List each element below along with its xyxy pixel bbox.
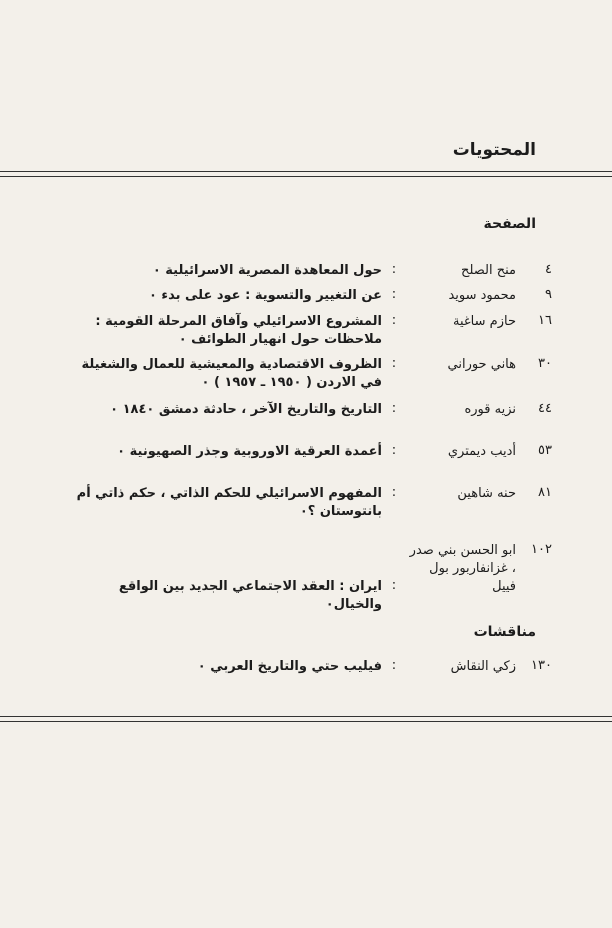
- entry-page-number: ٩: [545, 287, 552, 302]
- entry-author: أديب ديمتري: [447, 444, 516, 459]
- entry-author: زكي النقاش: [450, 659, 516, 674]
- entry-separator: :: [391, 485, 397, 500]
- entry-title: ايران : العقد الاجتماعي الجديد بين الواقع والخيال٠: [118, 579, 382, 612]
- entry-author: حازم ساغية: [452, 314, 516, 329]
- entry-author: منح الصلح: [461, 263, 516, 278]
- entry-separator: :: [391, 443, 397, 458]
- entry-author: نزيه قوره: [464, 402, 516, 417]
- entry-title: حول المعاهدة المصرية الاسرائيلية ٠: [152, 263, 382, 278]
- entry-page-number: ١٣٠: [531, 658, 552, 673]
- entry-page-number: ٥٣: [538, 443, 552, 458]
- entry-page-number: ٨١: [538, 485, 552, 500]
- entry-separator: :: [391, 262, 397, 277]
- entry-author: هاني حوراني: [447, 357, 516, 372]
- entry-title: عن التغيير والتسوية : عود على بدء ٠: [148, 288, 382, 303]
- entry-page-number: ١٦: [538, 313, 552, 328]
- bottom-divider-inner: [0, 721, 612, 722]
- entry-author: محمود سويد: [448, 288, 516, 303]
- entry-page-number: ٤: [545, 262, 552, 277]
- entry-separator: :: [391, 578, 397, 593]
- entry-author: حنه شاهين: [457, 486, 516, 501]
- entry-separator: :: [391, 313, 397, 328]
- entry-author: ابو الحسن بني صدر ، غزانفاربور بول فييل: [409, 543, 516, 594]
- entry-separator: :: [391, 356, 397, 371]
- entry-separator: :: [391, 287, 397, 302]
- page-title: المحتويات: [452, 140, 536, 160]
- entry-title: فيليب حتي والتاريخ العربي ٠: [197, 659, 382, 674]
- entry-title: التاريخ والتاريخ الآخر ، حادثة دمشق ١٨٤٠ ٠: [110, 402, 382, 417]
- entry-separator: :: [391, 401, 397, 416]
- page-column-heading: الصفحة: [483, 216, 536, 232]
- entry-title: الظروف الاقتصادية والمعيشية للعمال والشغيلة في الاردن ( ١٩٥٠ ـ ١٩٥٧ ) ٠: [81, 357, 382, 390]
- entry-title: المشروع الاسرائيلي وآفاق المرحلة القومية : ملاحظات حول انهيار الطوائف ٠: [95, 314, 382, 347]
- entry-page-number: ١٠٢: [531, 542, 552, 557]
- entry-title: المفهوم الاسرائيلي للحكم الذاتي ، حكم ذاتي أم بانتوستان ؟٠: [76, 486, 382, 519]
- bottom-divider: [0, 716, 612, 717]
- discussions-heading: مناقشات: [473, 624, 536, 640]
- entry-page-number: ٤٤: [538, 401, 552, 416]
- entry-separator: :: [391, 658, 397, 673]
- entry-title: أعمدة العرقية الاوروبية وجذر الصهيونية ٠: [117, 444, 382, 459]
- entry-page-number: ٣٠: [538, 356, 552, 371]
